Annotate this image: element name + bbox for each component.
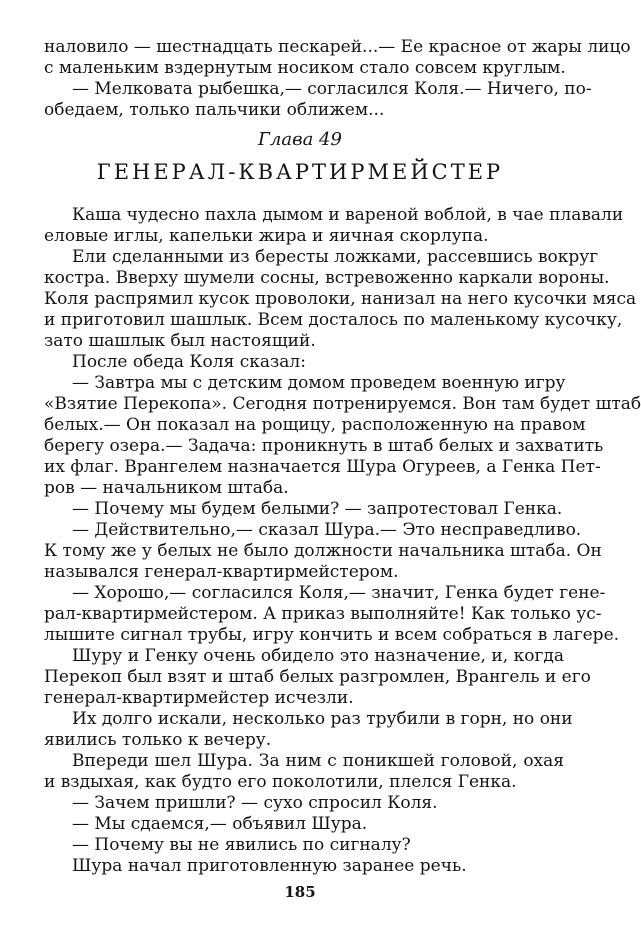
- text-line: — Мелковата рыбешка,— согласился Коля.— Ничего, по-: [72, 79, 592, 99]
- text-line: — Мы сдаемся,— объявил Шура.: [72, 814, 368, 834]
- text-line: Их долго искали, несколько раз трубили в горн, но они: [72, 709, 573, 729]
- text-line: ров — начальником штаба.: [44, 478, 289, 498]
- text-line: и вздыхая, как будто его поколотили, плелся Генка.: [44, 772, 517, 792]
- text-line: их флаг. Врангелем назначается Шура Огуреев, а Генка Пет-: [44, 457, 601, 477]
- text-line: — Действительно,— сказал Шура.— Это несправедливо.: [72, 520, 582, 540]
- text-line: костра. Вверху шумели сосны, встревоженно каркали вороны.: [44, 268, 610, 288]
- text-line: Шура начал приготовленную заранее речь.: [72, 856, 467, 876]
- text-line: рал-квартирмейстером. А приказ выполняйте! Как только ус-: [44, 604, 602, 624]
- text-line: генерал-квартирмейстер исчезли.: [44, 688, 354, 708]
- text-line: К тому же у белых не было должности начальника штаба. Он: [44, 541, 602, 561]
- text-line: «Взятие Перекопа». Сегодня потренируемся. Вон там будет штаб: [44, 394, 641, 414]
- text-line: Впереди шел Шура. За ним с поникшей головой, охая: [72, 751, 564, 771]
- text-line: Ели сделанными из бересты ложками, рассевшись вокруг: [72, 247, 599, 267]
- text-line: берегу озера.— Задача: проникнуть в штаб белых и захватить: [44, 436, 604, 456]
- text-line: наловило — шестнадцать пескарей...— Ее красное от жары лицо: [44, 37, 631, 57]
- chapter-title: ГЕНЕРАЛ-КВАРТИРМЕЙСТЕР: [96, 160, 504, 184]
- text-line: явились только к вечеру.: [44, 730, 272, 750]
- text-line: — Почему вы не явились по сигналу?: [72, 835, 411, 855]
- chapter-number: Глава 49: [258, 129, 342, 150]
- text-line: После обеда Коля сказал:: [72, 352, 306, 372]
- text-line: еловые иглы, капельки жира и яичная скорлупа.: [44, 226, 489, 246]
- text-line: — Почему мы будем белыми? — запротестовал Генка.: [72, 499, 563, 519]
- text-line: назывался генерал-квартирмейстером.: [44, 562, 399, 582]
- text-line: с маленьким вздернутым носиком стало совсем круглым.: [44, 58, 566, 78]
- text-line: — Зачем пришли? — сухо спросил Коля.: [72, 793, 438, 813]
- text-line: белых.— Он показал на рощицу, расположенную на правом: [44, 415, 586, 435]
- text-line: — Хорошо,— согласился Коля,— значит, Генка будет гене-: [72, 583, 606, 603]
- text-line: и приготовил шашлык. Всем досталось по маленькому кусочку,: [44, 310, 623, 330]
- text-line: Каша чудесно пахла дымом и вареной воблой, в чае плавали: [72, 205, 624, 225]
- text-line: — Завтра мы с детским домом проведем военную игру: [72, 373, 566, 393]
- text-line: Шуру и Генку очень обидело это назначение, и, когда: [72, 646, 564, 666]
- text-line: Перекоп был взят и штаб белых разгромлен, Врангель и его: [44, 667, 591, 687]
- text-line: Коля распрямил кусок проволоки, нанизал на него кусочки мяса: [44, 289, 637, 309]
- page-number: 185: [284, 883, 316, 901]
- text-line: лышите сигнал трубы, игру кончить и всем собраться в лагере.: [44, 625, 620, 645]
- text-line: обедаем, только пальчики оближем...: [44, 100, 385, 120]
- text-line: зато шашлык был настоящий.: [44, 331, 316, 351]
